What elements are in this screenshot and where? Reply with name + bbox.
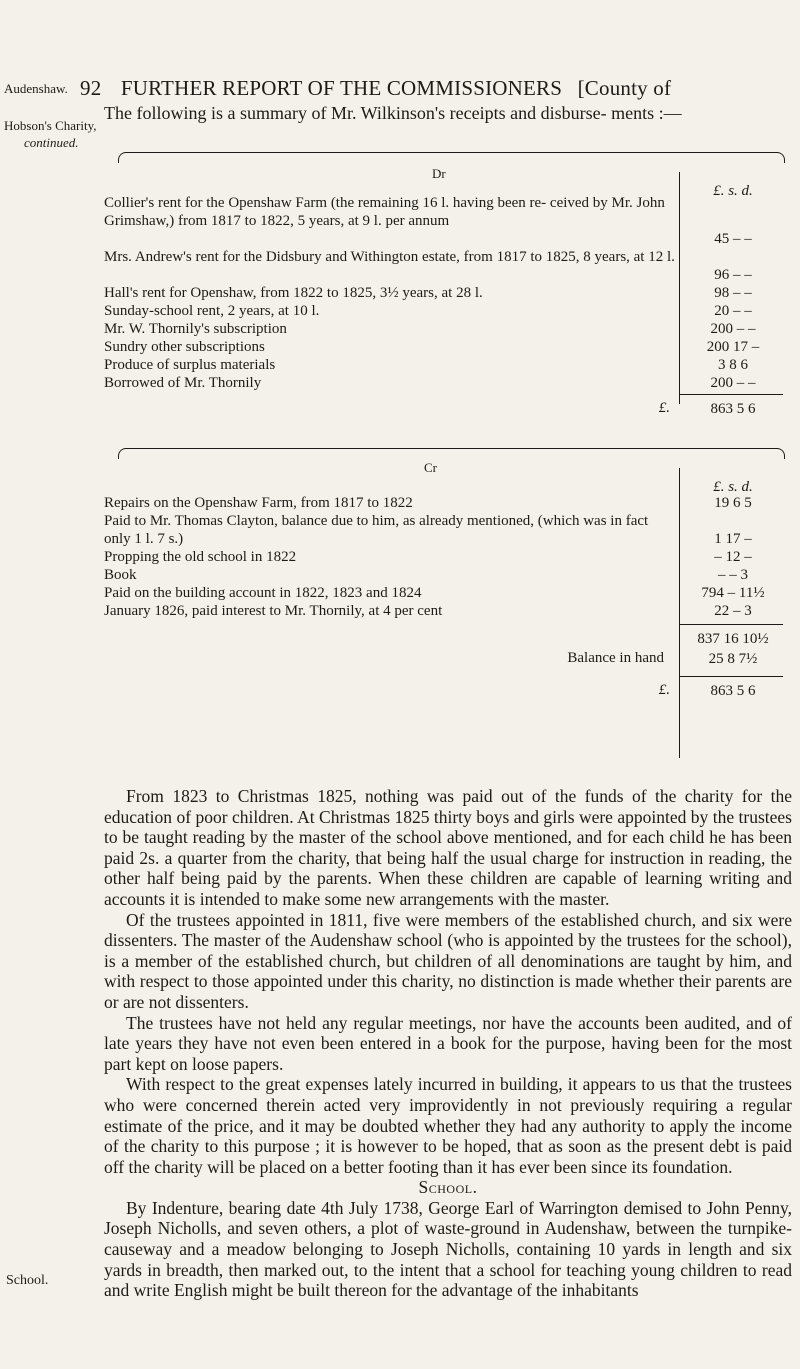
credit-row: Repairs on the Openshaw Farm, from 1817 to 1822 (104, 495, 413, 511)
header-title: FURTHER REPORT OF THE COMMISSIONERS (120, 76, 563, 100)
debit-total-rule (679, 394, 783, 395)
credit-row: January 1826, paid interest to Mr. Thornily, at 4 per cent (104, 603, 443, 619)
credit-total-rule (679, 676, 783, 677)
credit-row: Book (104, 567, 137, 583)
balance-label: Balance in hand (567, 650, 664, 666)
credit-amount: 22 – 3 (714, 603, 752, 619)
credit-amount: – 12 – (714, 549, 752, 565)
paragraph: With respect to the great expenses lately incurred in building, it appears to us that the trustees who were concerned therein acted very improvidently in not previously requiring a regular estimate of the price, and it may be doubted whether they had any authority to apply the income of the charity to this purpose ; it is however to be hoped, that as soon as the present debt is paid off the charity will be placed on a better footing than it has ever been since its foundation. (104, 1074, 792, 1177)
debit-amount: 200 – – (710, 321, 756, 337)
intro-text: The following is a summary of Mr. Wilkinson's receipts and disburse- ments :— (104, 103, 682, 123)
debit-amount: 200 17 – (706, 339, 760, 355)
credit-account (104, 446, 792, 772)
margin-note-charity: Hobson's Charity, (4, 118, 97, 133)
debit-amount: 200 – – (710, 375, 756, 391)
credit-amount: – – 3 (718, 567, 748, 583)
paragraph: Of the trustees appointed in 1811, five were members of the established church, and six were dissenters. The master of the Audenshaw school (who is appointed by the trustees for the school), is a member of the established church, but children of all denominations are taught by him, and with respect to those appointed under this charity, no distinction is made whether their parents are or are not dissenters. (104, 909, 792, 1012)
debit-amount: 96 – – (714, 267, 752, 283)
credit-divider (679, 468, 680, 758)
header-county: [County of (577, 76, 672, 100)
paragraph: By Indenture, bearing date 4th July 1738, George Earl of Warrington demised to John Penny, Joseph Nicholls, and seven others, a plot of waste-ground in Audenshaw, between the turnpike-causeway and a meadow belonging to Joseph Nicholls, containing 10 yards in length and six yards in breadth, then marked out, to the intent that a school for teaching young children to read and write English might be built thereon for the advantage of the inhabitants (104, 1197, 792, 1301)
credit-row: Paid to Mr. Thomas Clayton, balance due to him, as already mentioned, (which was in fact only 1 l. 7 s.) (104, 513, 649, 547)
debit-row: Borrowed of Mr. Thornily (104, 375, 262, 391)
body-text (104, 786, 792, 1301)
debit-total-label: £. (658, 400, 670, 416)
credit-subtotal: 837 16 10½ (697, 631, 769, 647)
debit-label: Dr (432, 166, 446, 181)
debit-col-header: £. s. d. (713, 183, 753, 199)
debit-row: Collier's rent for the Openshaw Farm (the remaining 16 l. having been re- ceived by Mr. John Grimshaw,) from 1817 to 1822, 5 years, at 9 l. per annum (104, 195, 665, 229)
credit-brace (118, 448, 785, 459)
credit-col-header: £. s. d. (713, 479, 753, 495)
debit-brace (118, 152, 785, 163)
debit-amount: 45 – – (714, 231, 752, 247)
margin-note-school: School. (6, 1273, 49, 1288)
credit-row: Paid on the building account in 1822, 1823 and 1824 (104, 585, 422, 601)
debit-row: Mrs. Andrew's rent for the Didsbury and Withington estate, from 1817 to 1825, 8 years, at 12 l. (104, 249, 675, 265)
debit-account (104, 150, 792, 426)
margin-note-place: Audenshaw. (4, 81, 68, 96)
balance-amount: 25 8 7½ (708, 651, 758, 667)
running-header (80, 76, 792, 101)
credit-label: Cr (424, 460, 437, 475)
debit-amount: 20 – – (714, 303, 752, 319)
paragraph: From 1823 to Christmas 1825, nothing was paid out of the funds of the charity for the education of poor children. At Christmas 1825 thirty boys and girls were appointed by the trustees to be taught reading by the master of the school above mentioned, and for each child he has been paid 2s. a quarter from the charity, that being half the usual charge for instruction in reading, the other half being paid by the parents. When these children are capable of learning writing and accounts it is intended to make some new arrangements with the master. (104, 786, 792, 909)
debit-total: 863 5 6 (710, 401, 756, 417)
credit-subtotal-rule (679, 624, 783, 625)
debit-row: Sunday-school rent, 2 years, at 10 l. (104, 303, 320, 319)
debit-amount: 3 8 6 (718, 357, 748, 373)
debit-row: Hall's rent for Openshaw, from 1822 to 1825, 3½ years, at 28 l. (104, 285, 483, 301)
debit-divider (679, 172, 680, 404)
debit-row: Sundry other subscriptions (104, 339, 265, 355)
debit-row: Produce of surplus materials (104, 357, 276, 373)
credit-total-label: £. (658, 682, 670, 698)
credit-total: 863 5 6 (710, 683, 756, 699)
debit-row: Mr. W. Thornily's subscription (104, 321, 287, 337)
debit-amount: 98 – – (714, 285, 752, 301)
page-number: 92 (80, 76, 102, 100)
credit-row: Propping the old school in 1822 (104, 549, 297, 565)
margin-note-continued: continued. (24, 135, 79, 150)
paragraph: The trustees have not held any regular meetings, nor have the accounts been audited, and of late years they have not even been entered in a book for the purpose, having been for the most part kept on loose papers. (104, 1012, 792, 1074)
credit-amount: 1 17 – (714, 531, 752, 547)
section-heading: School. (418, 1177, 478, 1198)
credit-amount: 794 – 11½ (701, 585, 765, 601)
credit-amount: 19 6 5 (714, 495, 752, 511)
